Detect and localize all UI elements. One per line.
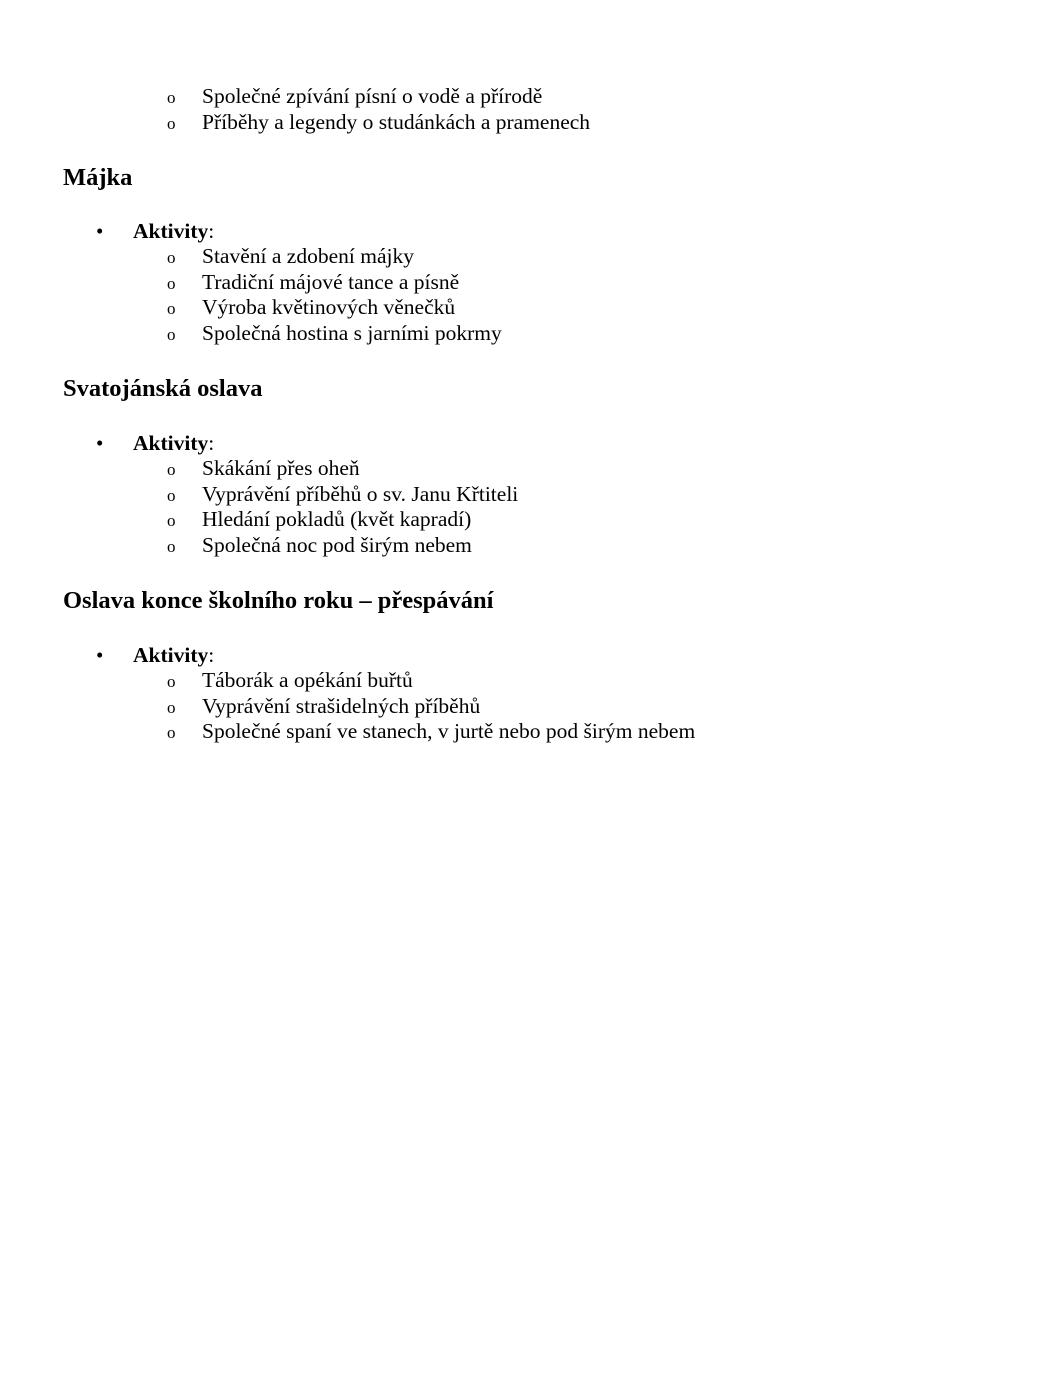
circle-bullet-icon: o <box>167 485 176 505</box>
list-item-text: Společné spaní ve stanech, v jurtě nebo pod širým nebem <box>202 719 696 744</box>
activities-item <box>0 642 1042 745</box>
list-item-text: Společné zpívání písní o vodě a přírodě <box>202 84 543 108</box>
list-item <box>0 694 1042 720</box>
list-item <box>0 507 1042 533</box>
activities-item <box>0 218 1042 347</box>
activities-sublist <box>0 244 1042 347</box>
circle-bullet-icon: o <box>167 697 176 717</box>
list-item <box>0 668 1042 694</box>
disc-bullet-icon: • <box>96 431 104 455</box>
activities-line <box>0 430 1042 456</box>
circle-bullet-icon: o <box>167 299 176 319</box>
list-item-text: Tradiční májové tance a písně <box>202 269 460 294</box>
list-item <box>0 270 1042 296</box>
list-item <box>0 533 1042 559</box>
circle-bullet-icon: o <box>167 273 176 293</box>
circle-bullet-icon: o <box>167 113 176 133</box>
activities-label: Aktivity <box>133 431 209 455</box>
list-item-text: Společná hostina s jarními pokrmy <box>202 321 502 346</box>
activities-sublist <box>0 456 1042 559</box>
list-item <box>0 719 1042 745</box>
list-item-text: Vyprávění příběhů o sv. Janu Křtiteli <box>202 481 519 506</box>
section-heading-majka: Májka <box>63 164 133 191</box>
activities-item <box>0 430 1042 559</box>
list-item <box>0 295 1042 321</box>
circle-bullet-icon: o <box>167 511 176 531</box>
disc-bullet-icon: • <box>96 643 104 667</box>
list-item <box>0 482 1042 508</box>
list-item <box>0 84 1042 110</box>
list-item-text: Příběhy a legendy o studánkách a pramenech <box>202 109 591 134</box>
list-item <box>0 456 1042 482</box>
list-item <box>0 244 1042 270</box>
activities-list <box>0 642 1042 745</box>
section-svatojanska-list <box>0 430 1042 559</box>
list-item-text: Táborák a opékání buřtů <box>202 668 413 692</box>
activities-colon: : <box>208 431 215 455</box>
circle-bullet-icon: o <box>167 672 176 691</box>
intro-sublist <box>0 84 1042 135</box>
intro-sublist-block <box>0 84 1042 135</box>
list-item-text: Výroba květinových věnečků <box>202 295 456 320</box>
section-heading-svatojanska-oslava: Svatojánská oslava <box>63 375 263 402</box>
circle-bullet-icon: o <box>167 325 176 345</box>
activities-colon: : <box>208 219 215 243</box>
activities-label: Aktivity <box>133 219 209 243</box>
list-item-text: Společná noc pod širým nebem <box>202 533 472 558</box>
list-item-text: Vyprávění strašidelných příběhů <box>202 693 481 718</box>
list-item-text: Stavění a zdobení májky <box>202 244 414 268</box>
list-item <box>0 321 1042 347</box>
disc-bullet-icon: • <box>96 219 104 243</box>
list-item <box>0 110 1042 136</box>
circle-bullet-icon: o <box>167 723 176 743</box>
section-heading-oslava-konce-skolniho-roku: Oslava konce školního roku – přespávání <box>63 587 494 614</box>
circle-bullet-icon: o <box>167 88 176 107</box>
circle-bullet-icon: o <box>167 537 176 557</box>
activities-list <box>0 218 1042 347</box>
section-majka-list <box>0 218 1042 347</box>
list-item-text: Skákání přes oheň <box>202 456 360 480</box>
activities-sublist <box>0 668 1042 745</box>
section-oslava-konce-list <box>0 642 1042 745</box>
circle-bullet-icon: o <box>167 248 176 267</box>
list-item-text: Hledání pokladů (květ kapradí) <box>202 507 472 532</box>
activities-line <box>0 218 1042 244</box>
activities-label: Aktivity <box>133 643 209 667</box>
circle-bullet-icon: o <box>167 460 176 479</box>
activities-colon: : <box>208 643 215 667</box>
activities-list <box>0 430 1042 559</box>
activities-line <box>0 642 1042 668</box>
